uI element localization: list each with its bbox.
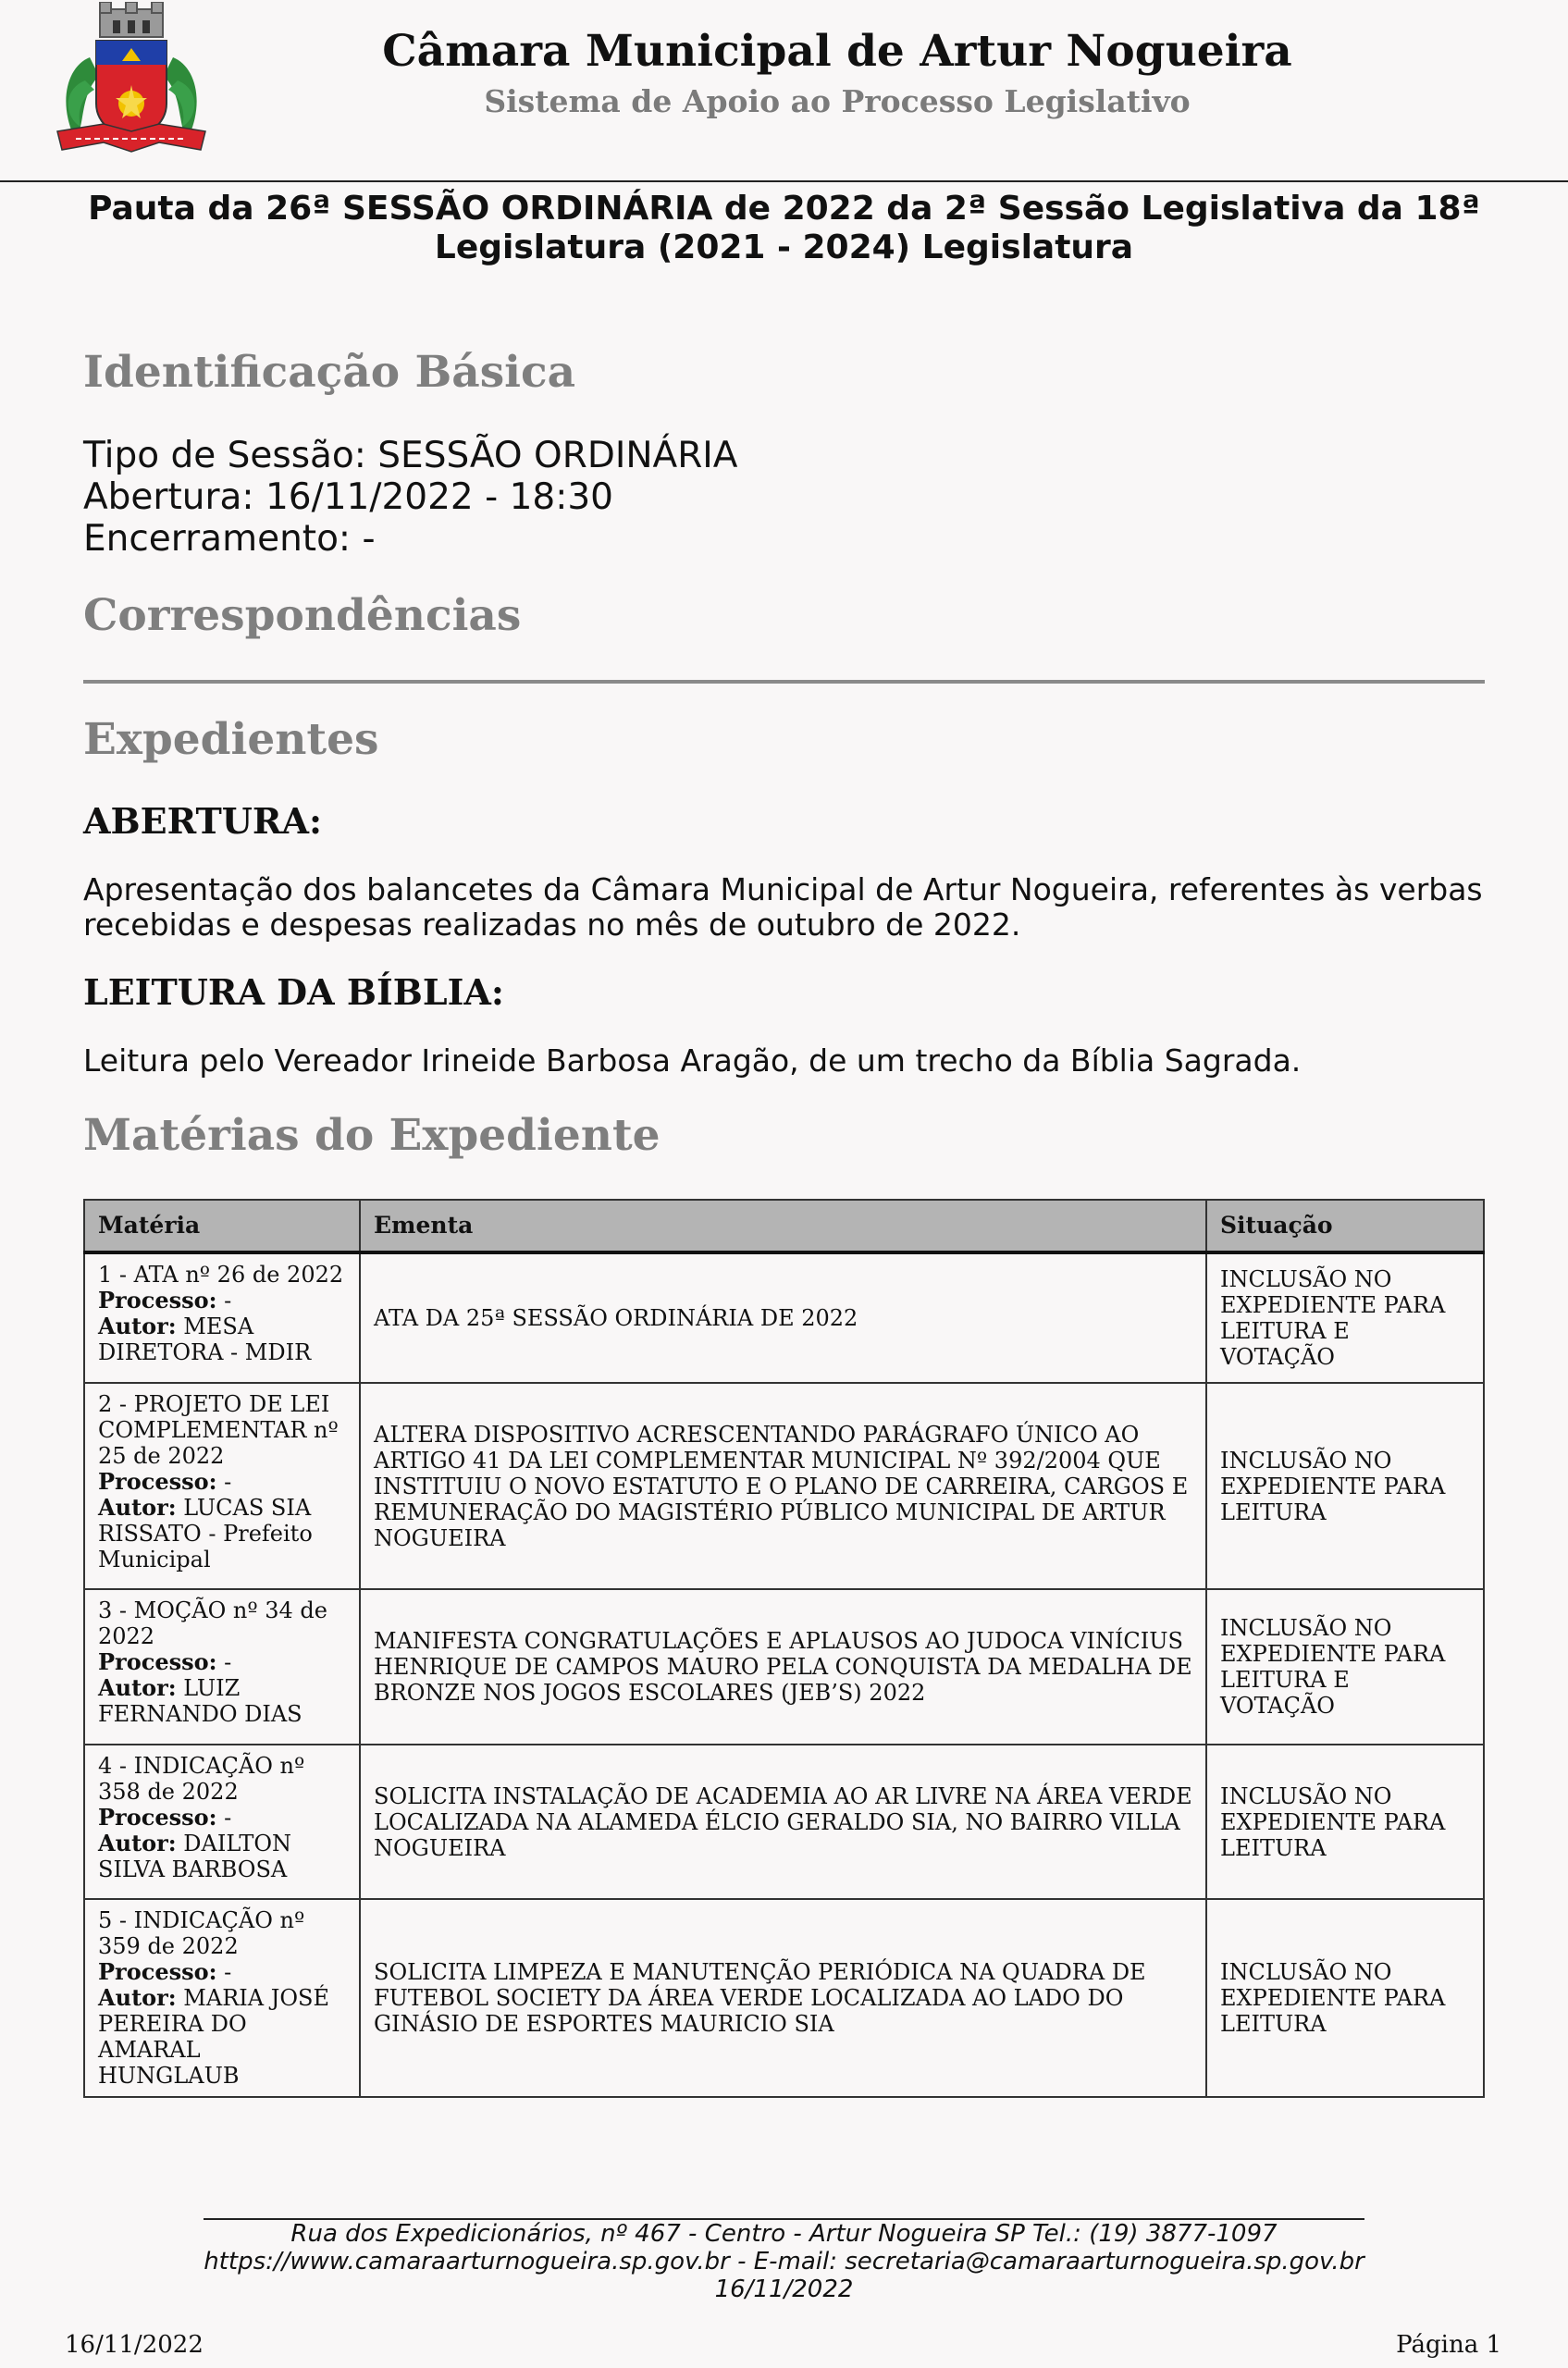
materia-cell bbox=[84, 1589, 360, 1745]
abertura-heading: ABERTURA: bbox=[83, 800, 322, 842]
ementa-cell: ALTERA DISPOSITIVO ACRESCENTANDO PARÁGRAFO ÚNICO AO ARTIGO 41 DA LEI COMPLEMENTAR MUNICIPAL Nº 392/2004 QUE INSTITUIU O NOVO ESTATUTO E O PLANO DE CARREIRA, CARGOS E REMUNERAÇÃO DO MAGISTÉRIO PÚBLICO MUNICIPAL DE ARTUR NOGUEIRA bbox=[360, 1383, 1206, 1589]
table-row bbox=[84, 1252, 1484, 1383]
processo-value: - bbox=[216, 1469, 232, 1495]
organization-subtitle: Sistema de Apoio ao Processo Legislativo bbox=[484, 83, 1191, 119]
column-header-ementa: Ementa bbox=[360, 1200, 1206, 1252]
processo-value: - bbox=[216, 1649, 232, 1675]
abertura-text: Apresentação dos balancetes da Câmara Municipal de Artur Nogueira, referentes às verbas recebidas e despesas realizadas no mês de outubro de 2022. bbox=[83, 871, 1483, 943]
section-heading-correspondencias: Correspondências bbox=[83, 590, 522, 641]
processo-label: Processo: bbox=[98, 1804, 217, 1831]
session-type: Tipo de Sessão: SESSÃO ORDINÁRIA bbox=[83, 435, 738, 476]
biblia-heading: LEITURA DA BÍBLIA: bbox=[83, 971, 504, 1013]
situacao-cell: INCLUSÃO NO EXPEDIENTE PARA LEITURA E VOTAÇÃO bbox=[1206, 1589, 1484, 1745]
processo-value: - bbox=[216, 1959, 232, 1985]
table-row bbox=[84, 1745, 1484, 1899]
situacao-cell: INCLUSÃO NO EXPEDIENTE PARA LEITURA bbox=[1206, 1383, 1484, 1589]
ementa-cell: SOLICITA LIMPEZA E MANUTENÇÃO PERIÓDICA NA QUADRA DE FUTEBOL SOCIETY DA ÁREA VERDE LOCALIZADA AO LADO DO GINÁSIO DE ESPORTES MAURICIO SIA bbox=[360, 1899, 1206, 2097]
column-header-materia: Matéria bbox=[84, 1200, 360, 1252]
pauta-title: Pauta da 26ª SESSÃO ORDINÁRIA de 2022 da 2ª Sessão Legislativa da 18ª Legislatura (2021 - 2024) Legislatura bbox=[88, 190, 1480, 266]
situacao-cell: INCLUSÃO NO EXPEDIENTE PARA LEITURA E VOTAÇÃO bbox=[1206, 1252, 1484, 1383]
materia-title: 2 - PROJETO DE LEI COMPLEMENTAR nº 25 de 2022 bbox=[98, 1391, 339, 1469]
session-closing: Encerramento: - bbox=[83, 518, 376, 560]
footer-address bbox=[204, 2220, 1364, 2303]
page-header bbox=[0, 0, 1568, 182]
autor-label: Autor: bbox=[98, 1674, 177, 1701]
table-row bbox=[84, 1589, 1484, 1745]
section-divider bbox=[83, 680, 1485, 684]
session-info bbox=[83, 435, 737, 560]
materia-cell bbox=[84, 1899, 360, 2097]
autor-value: MARIA JOSÉ PEREIRA DO AMARAL HUNGLAUB bbox=[98, 1985, 329, 2089]
page-number: Página 1 bbox=[1396, 2331, 1501, 2359]
processo-label: Processo: bbox=[98, 1958, 217, 1985]
situacao-cell: INCLUSÃO NO EXPEDIENTE PARA LEITURA bbox=[1206, 1745, 1484, 1899]
materia-title: 1 - ATA nº 26 de 2022 bbox=[98, 1262, 344, 1288]
processo-label: Processo: bbox=[98, 1468, 217, 1495]
footer-address-text: Rua dos Expedicionários, nº 467 - Centro - Artur Nogueira SP Tel.: (19) 3877-1097 https://www.camaraarturnogueira.sp.gov.br - E-mail: secretaria@camaraarturnogueira.sp.gov.br bbox=[204, 2220, 1364, 2276]
situacao-cell: INCLUSÃO NO EXPEDIENTE PARA LEITURA bbox=[1206, 1899, 1484, 2097]
autor-label: Autor: bbox=[98, 1830, 177, 1856]
autor-value: LUIZ FERNANDO DIAS bbox=[98, 1675, 302, 1727]
section-heading-identificacao: Identificação Básica bbox=[83, 347, 576, 398]
section-heading-expedientes: Expedientes bbox=[83, 714, 379, 765]
biblia-text: Leitura pelo Vereador Irineide Barbosa Aragão, de um trecho da Bíblia Sagrada. bbox=[83, 1042, 1302, 1079]
column-header-situacao: Situação bbox=[1206, 1200, 1484, 1252]
autor-value: DAILTON SILVA BARBOSA bbox=[98, 1831, 292, 1882]
materia-title: 5 - INDICAÇÃO nº 359 de 2022 bbox=[98, 1907, 305, 1959]
session-opening: Abertura: 16/11/2022 - 18:30 bbox=[83, 476, 613, 518]
table-row bbox=[84, 1383, 1484, 1589]
table-row bbox=[84, 1899, 1484, 2097]
ementa-cell: MANIFESTA CONGRATULAÇÕES E APLAUSOS AO JUDOCA VINÍCIUS HENRIQUE DE CAMPOS MAURO PELA CONQUISTA DA MEDALHA DE BRONZE NOS JOGOS ESCOLARES (JEB’S) 2022 bbox=[360, 1589, 1206, 1745]
autor-label: Autor: bbox=[98, 1984, 177, 2011]
ementa-cell: ATA DA 25ª SESSÃO ORDINÁRIA DE 2022 bbox=[360, 1252, 1206, 1383]
materia-cell bbox=[84, 1745, 360, 1899]
processo-value: - bbox=[216, 1288, 232, 1314]
page-date: 16/11/2022 bbox=[65, 2331, 204, 2359]
autor-value: LUCAS SIA RISSATO - Prefeito Municipal bbox=[98, 1495, 313, 1572]
processo-value: - bbox=[216, 1805, 232, 1831]
table-header-row bbox=[84, 1200, 1484, 1252]
materia-cell bbox=[84, 1383, 360, 1589]
ementa-cell: SOLICITA INSTALAÇÃO DE ACADEMIA AO AR LIVRE NA ÁREA VERDE LOCALIZADA NA ALAMEDA ÉLCIO GERALDO SIA, NO BAIRRO VILLA NOGUEIRA bbox=[360, 1745, 1206, 1899]
processo-label: Processo: bbox=[98, 1648, 217, 1675]
organization-name: Câmara Municipal de Artur Nogueira bbox=[382, 26, 1292, 77]
processo-label: Processo: bbox=[98, 1287, 217, 1314]
autor-label: Autor: bbox=[98, 1494, 177, 1521]
materia-title: 3 - MOÇÃO nº 34 de 2022 bbox=[98, 1597, 327, 1649]
section-heading-materias: Matérias do Expediente bbox=[83, 1110, 661, 1161]
autor-label: Autor: bbox=[98, 1313, 177, 1339]
footer-date: 16/11/2022 bbox=[714, 2276, 854, 2303]
materias-table bbox=[83, 1199, 1485, 2098]
autor-value: MESA DIRETORA - MDIR bbox=[98, 1314, 312, 1365]
materia-title: 4 - INDICAÇÃO nº 358 de 2022 bbox=[98, 1753, 305, 1805]
materia-cell bbox=[84, 1252, 360, 1383]
